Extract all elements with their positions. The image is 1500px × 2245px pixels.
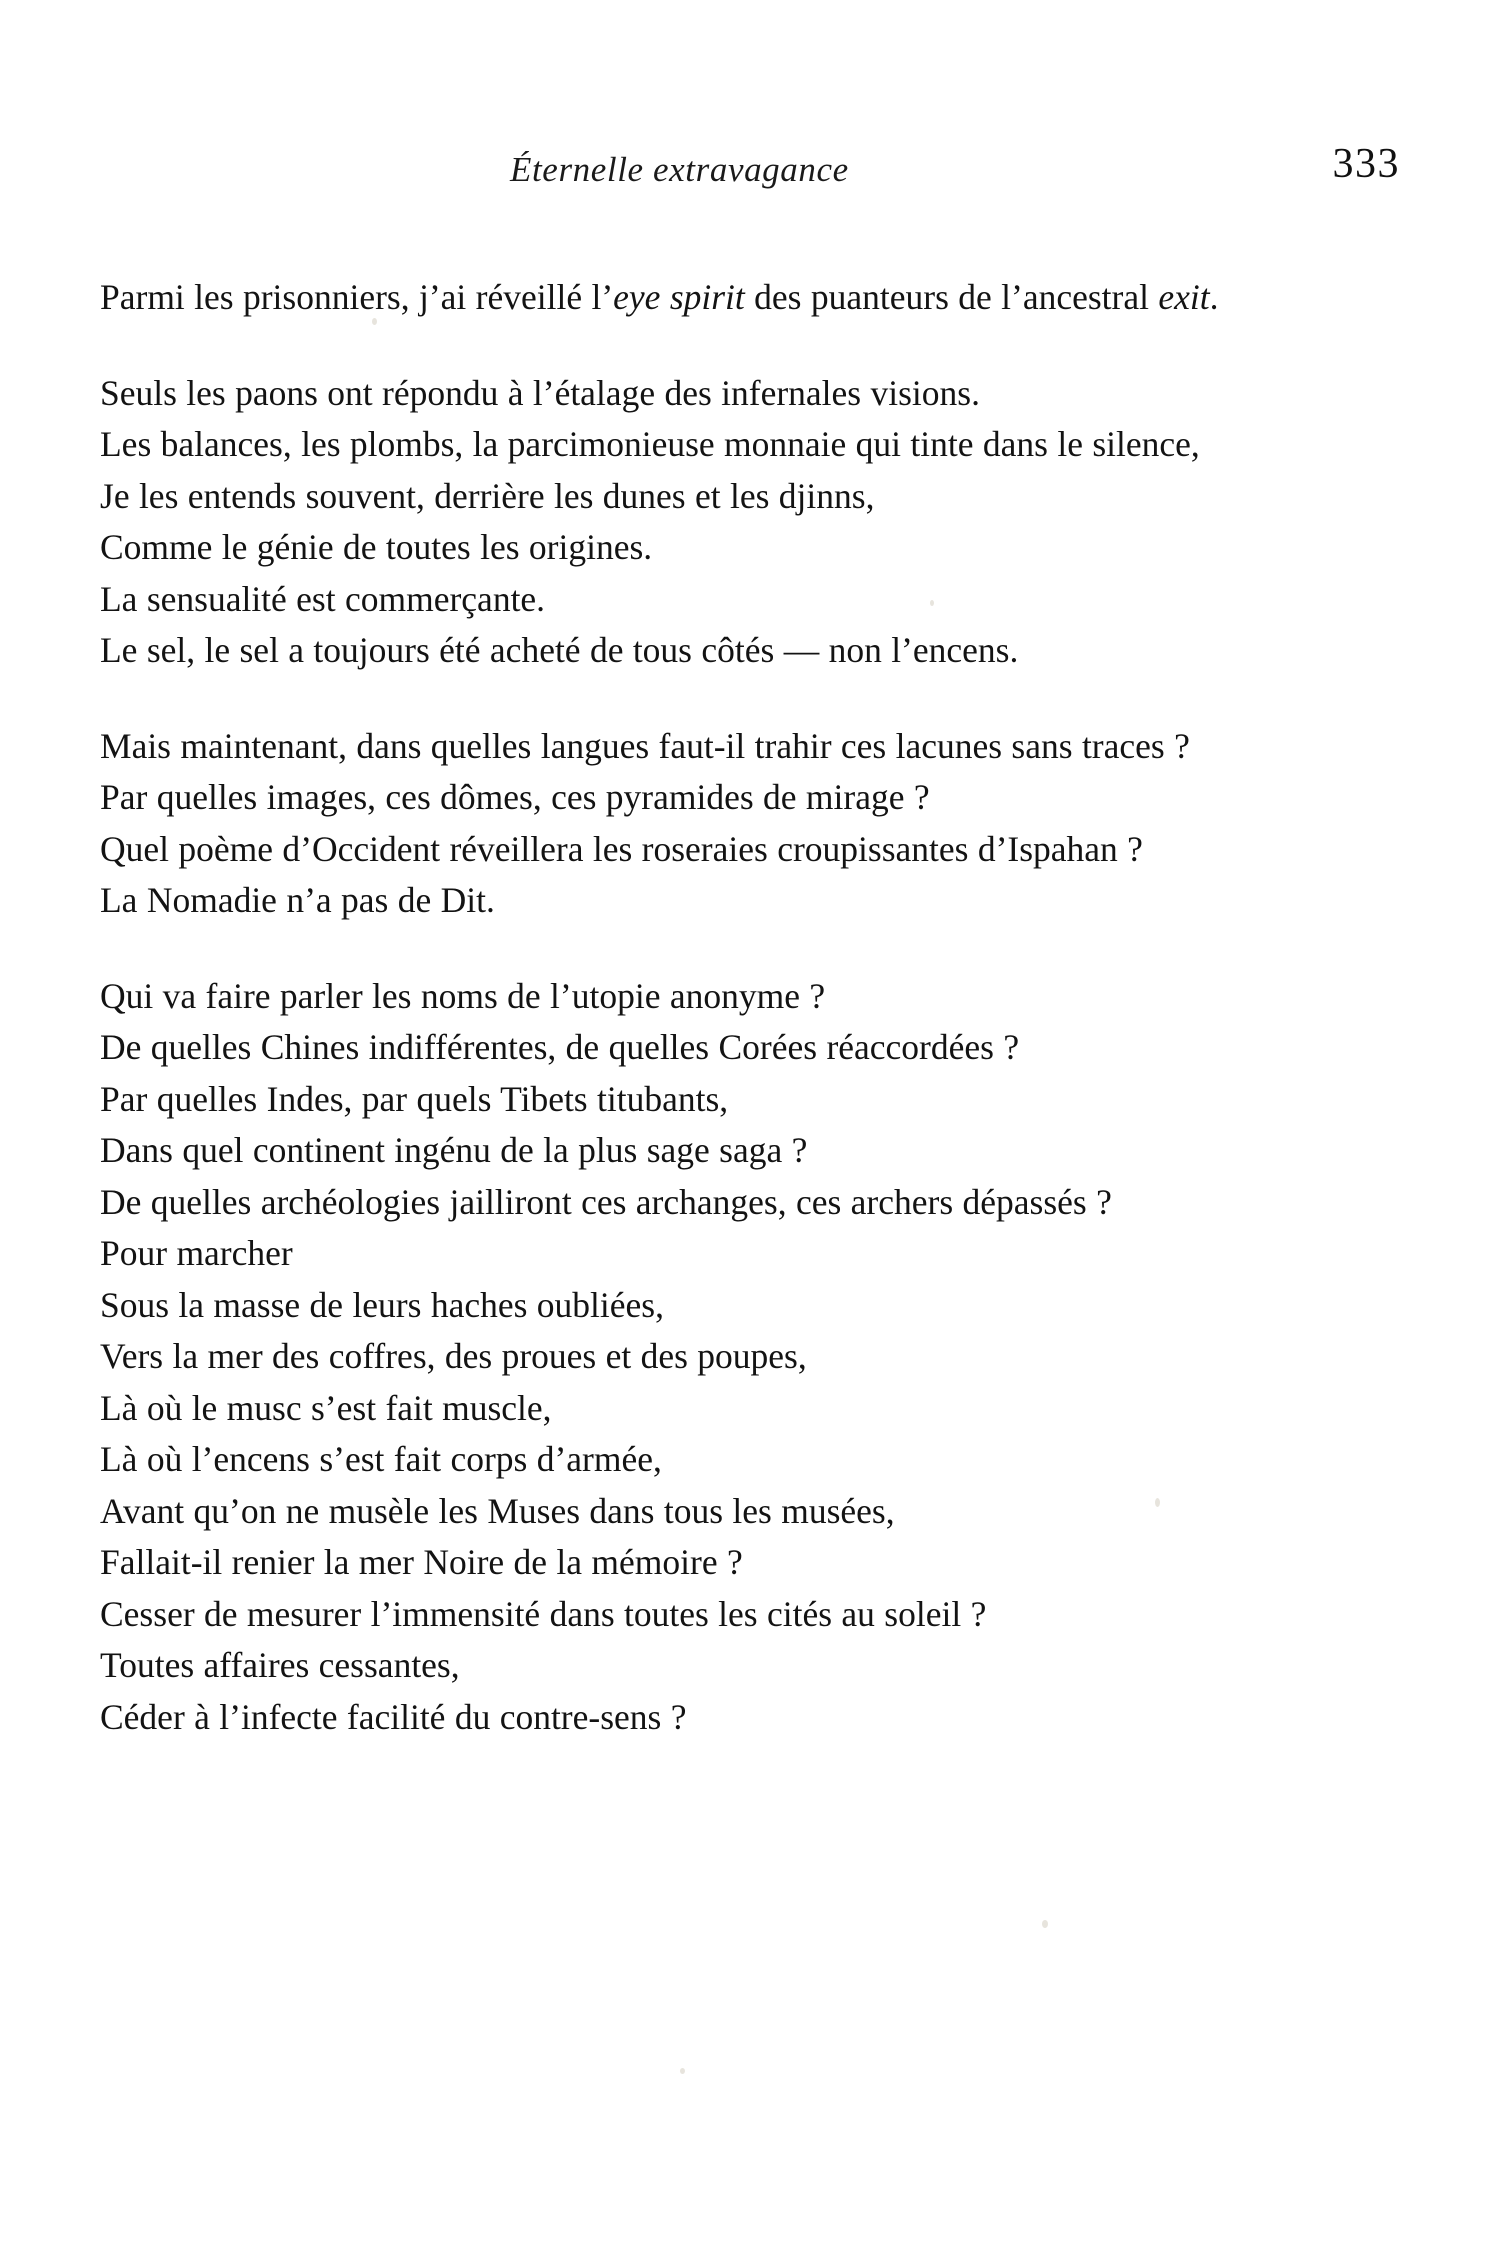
verse-text: Mais maintenant, dans quelles langues faut-il trahir ces lacunes sans traces ? [100,725,1190,766]
verse-text: Le sel, le sel a toujours été acheté de tous côtés — non l’encens. [100,630,1019,670]
verse-text: La sensualité est commerçante. [100,578,546,619]
verse-line [100,1692,1345,1744]
verse-line [100,772,1345,824]
verse-text: Dans quel continent ingénu de la plus sage saga ? [100,1130,808,1170]
verse-text: Par quelles images, ces dômes, ces pyramides de mirage ? [100,777,930,817]
verse-line [100,1383,1345,1435]
verse-line [100,574,1345,626]
verse-text: Seuls les paons ont répondu à l’étalage des infernales visions. [100,372,980,413]
verse-text: Quel poème d’Occident réveillera les roseraies croupissantes d’Ispahan ? [100,828,1143,869]
verse-line [100,1331,1345,1383]
verse-text: Vers la mer des coffres, des proues et des poupes, [100,1336,807,1376]
emphasis-text: eye spirit [613,277,745,317]
verse-line [100,971,1345,1023]
verse-text: . [1209,277,1219,317]
verse-line [100,1280,1345,1332]
verse-text: La Nomadie n’a pas de Dit. [100,880,495,920]
verse-line [100,1434,1345,1486]
verse-line [100,471,1345,523]
verse-line [100,875,1345,927]
verse-line [100,1228,1345,1280]
verse-line [100,1022,1345,1074]
verse-text: Pour marcher [100,1233,293,1273]
verse-text: Par quelles Indes, par quels Tibets titubants, [100,1078,729,1119]
stanza [100,971,1345,1744]
verse-line [100,272,1345,324]
running-head-title: Éternelle extravagance [510,150,849,189]
stanza [100,272,1345,324]
running-head [100,141,1400,210]
stanza [100,721,1345,927]
verse-text: Toutes affaires cessantes, [100,1645,460,1685]
emphasis-text: exit [1158,277,1210,317]
verse-text: Là où l’encens s’est fait corps d’armée, [100,1439,662,1479]
verse-text: Céder à l’infecte facilité du contre-sens ? [100,1696,687,1737]
verse-line [100,1074,1345,1126]
verse-text: Parmi les prisonniers, j’ai réveillé l’ [100,277,614,317]
verse-line [100,522,1345,574]
verse-text: Avant qu’on ne musèle les Muses dans tous les musées, [100,1490,895,1531]
stanza [100,368,1345,677]
verse-text: Là où le musc s’est fait muscle, [100,1387,552,1428]
verse-text: De quelles archéologies jailliront ces archanges, ces archers dépassés ? [100,1181,1112,1222]
verse-text: Fallait-il renier la mer Noire de la mémoire ? [100,1542,743,1582]
verse-text: Je les entends souvent, derrière les dunes et les djinns, [100,475,875,516]
verse-text: Comme le génie de toutes les origines. [100,527,653,567]
verse-line [100,1125,1345,1177]
verse-line [100,625,1345,677]
verse-line [100,419,1345,471]
verse-line [100,721,1345,773]
verse-line [100,1537,1345,1589]
verse-line [100,1177,1345,1229]
verse-line [100,368,1345,420]
scan-speck [1042,1920,1048,1928]
verse-text: De quelles Chines indifférentes, de quelles Corées réaccordées ? [100,1027,1020,1067]
poem-body [100,272,1345,1743]
verse-text: Sous la masse de leurs haches oubliées, [100,1284,664,1325]
verse-line [100,1640,1345,1692]
scan-speck [680,2068,685,2074]
verse-text: Qui va faire parler les noms de l’utopie anonyme ? [100,975,826,1016]
verse-line [100,1589,1345,1641]
verse-line [100,1486,1345,1538]
verse-text: Les balances, les plombs, la parcimonieuse monnaie qui tinte dans le silence, [100,424,1200,464]
verse-text: Cesser de mesurer l’immensité dans toutes les cités au soleil ? [100,1593,987,1634]
page-number: 333 [1332,141,1400,187]
verse-line [100,824,1345,876]
verse-text: des puanteurs de l’ancestral [744,277,1159,317]
